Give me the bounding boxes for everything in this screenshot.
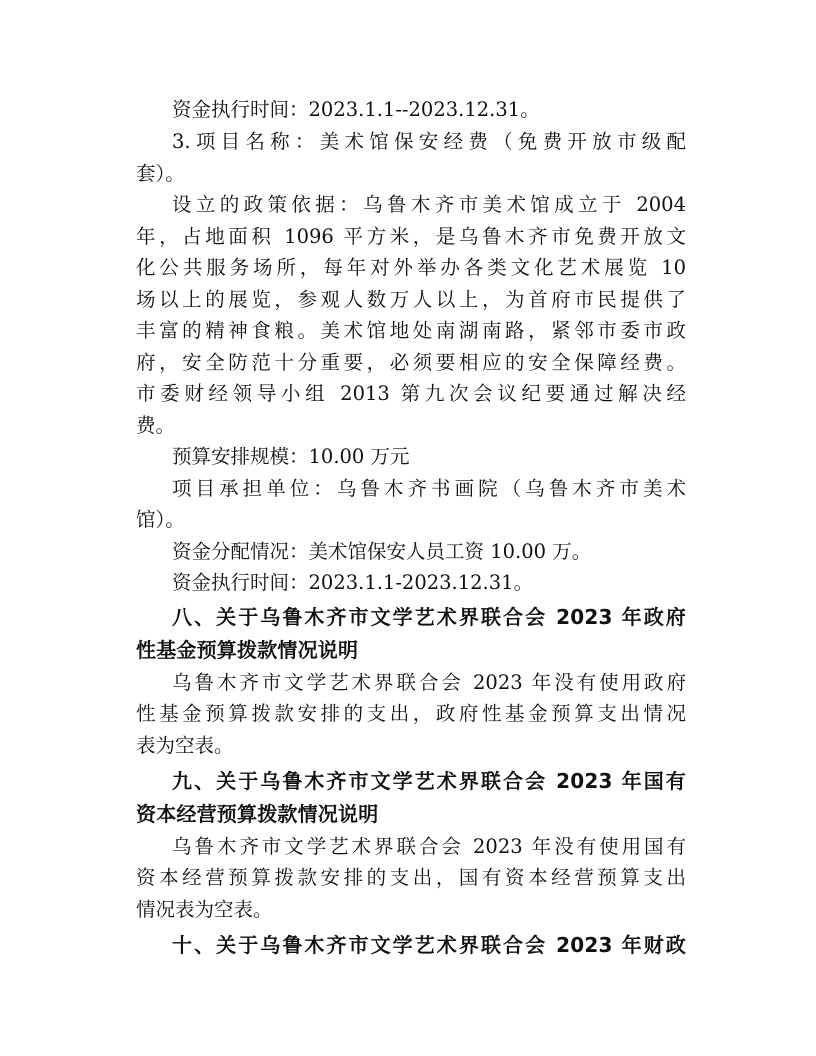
body-text-line: 乌鲁木齐市文学艺术界联合会 2023 年没有使用政府 bbox=[172, 671, 686, 694]
body-text-line: 预算安排规模：10.00 万元 bbox=[172, 445, 410, 468]
body-text-line: 市委财经领导小组 2013 第九次会议纪要通过解决经 bbox=[136, 382, 686, 405]
body-text-line: 年，占地面积 1096 平方米，是乌鲁木齐市免费开放文 bbox=[136, 225, 686, 248]
body-text-line: 表为空表。 bbox=[136, 734, 234, 757]
body-text-line: 资本经营预算拨款安排的支出，国有资本经营预算支出 bbox=[136, 866, 686, 889]
body-text-line: 费。 bbox=[136, 414, 176, 437]
body-text-line: 馆）。 bbox=[136, 508, 185, 531]
body-text-line: 府，安全防范十分重要，必须要相应的安全保障经费。 bbox=[136, 351, 686, 374]
section-heading-9-cont: 资本经营预算拨款情况说明 bbox=[136, 802, 379, 826]
body-text-line: 资金执行时间：2023.1.1-2023.12.31。 bbox=[172, 571, 534, 594]
body-text-line: 乌鲁木齐市文学艺术界联合会 2023 年没有使用国有 bbox=[172, 835, 686, 858]
section-heading-9: 九、关于乌鲁木齐市文学艺术界联合会 2023 年国有 bbox=[172, 769, 686, 793]
body-text-line: 化公共服务场所，每年对外举办各类文化艺术展览 10 bbox=[136, 256, 686, 279]
body-text-line: 项目承担单位：乌鲁木齐书画院（乌鲁木齐市美术 bbox=[172, 477, 686, 500]
body-text-line: 情况表为空表。 bbox=[136, 898, 273, 921]
body-text-line: 套）。 bbox=[136, 162, 185, 185]
section-heading-8: 八、关于乌鲁木齐市文学艺术界联合会 2023 年政府 bbox=[172, 605, 686, 629]
section-heading-10: 十、关于乌鲁木齐市文学艺术界联合会 2023 年财政 bbox=[172, 933, 686, 957]
body-text-line: 丰富的精神食粮。美术馆地处南湖南路，紧邻市委市政 bbox=[136, 319, 686, 342]
body-text-line: 设立的政策依据：乌鲁木齐市美术馆成立于 2004 bbox=[172, 193, 686, 216]
section-heading-8-cont: 性基金预算拨款情况说明 bbox=[136, 638, 359, 662]
body-text-line: 场以上的展览，参观人数万人以上，为首府市民提供了 bbox=[136, 288, 686, 311]
body-text-line: 资金分配情况：美术馆保安人员工资 10.00 万。 bbox=[172, 540, 592, 563]
body-text-line: 性基金预算拨款安排的支出，政府性基金预算支出情况 bbox=[136, 702, 686, 725]
body-text-line: 资金执行时间：2023.1.1--2023.12.31。 bbox=[172, 98, 540, 121]
body-text-line: 3.项目名称：美术馆保安经费（免费开放市级配 bbox=[172, 130, 686, 153]
